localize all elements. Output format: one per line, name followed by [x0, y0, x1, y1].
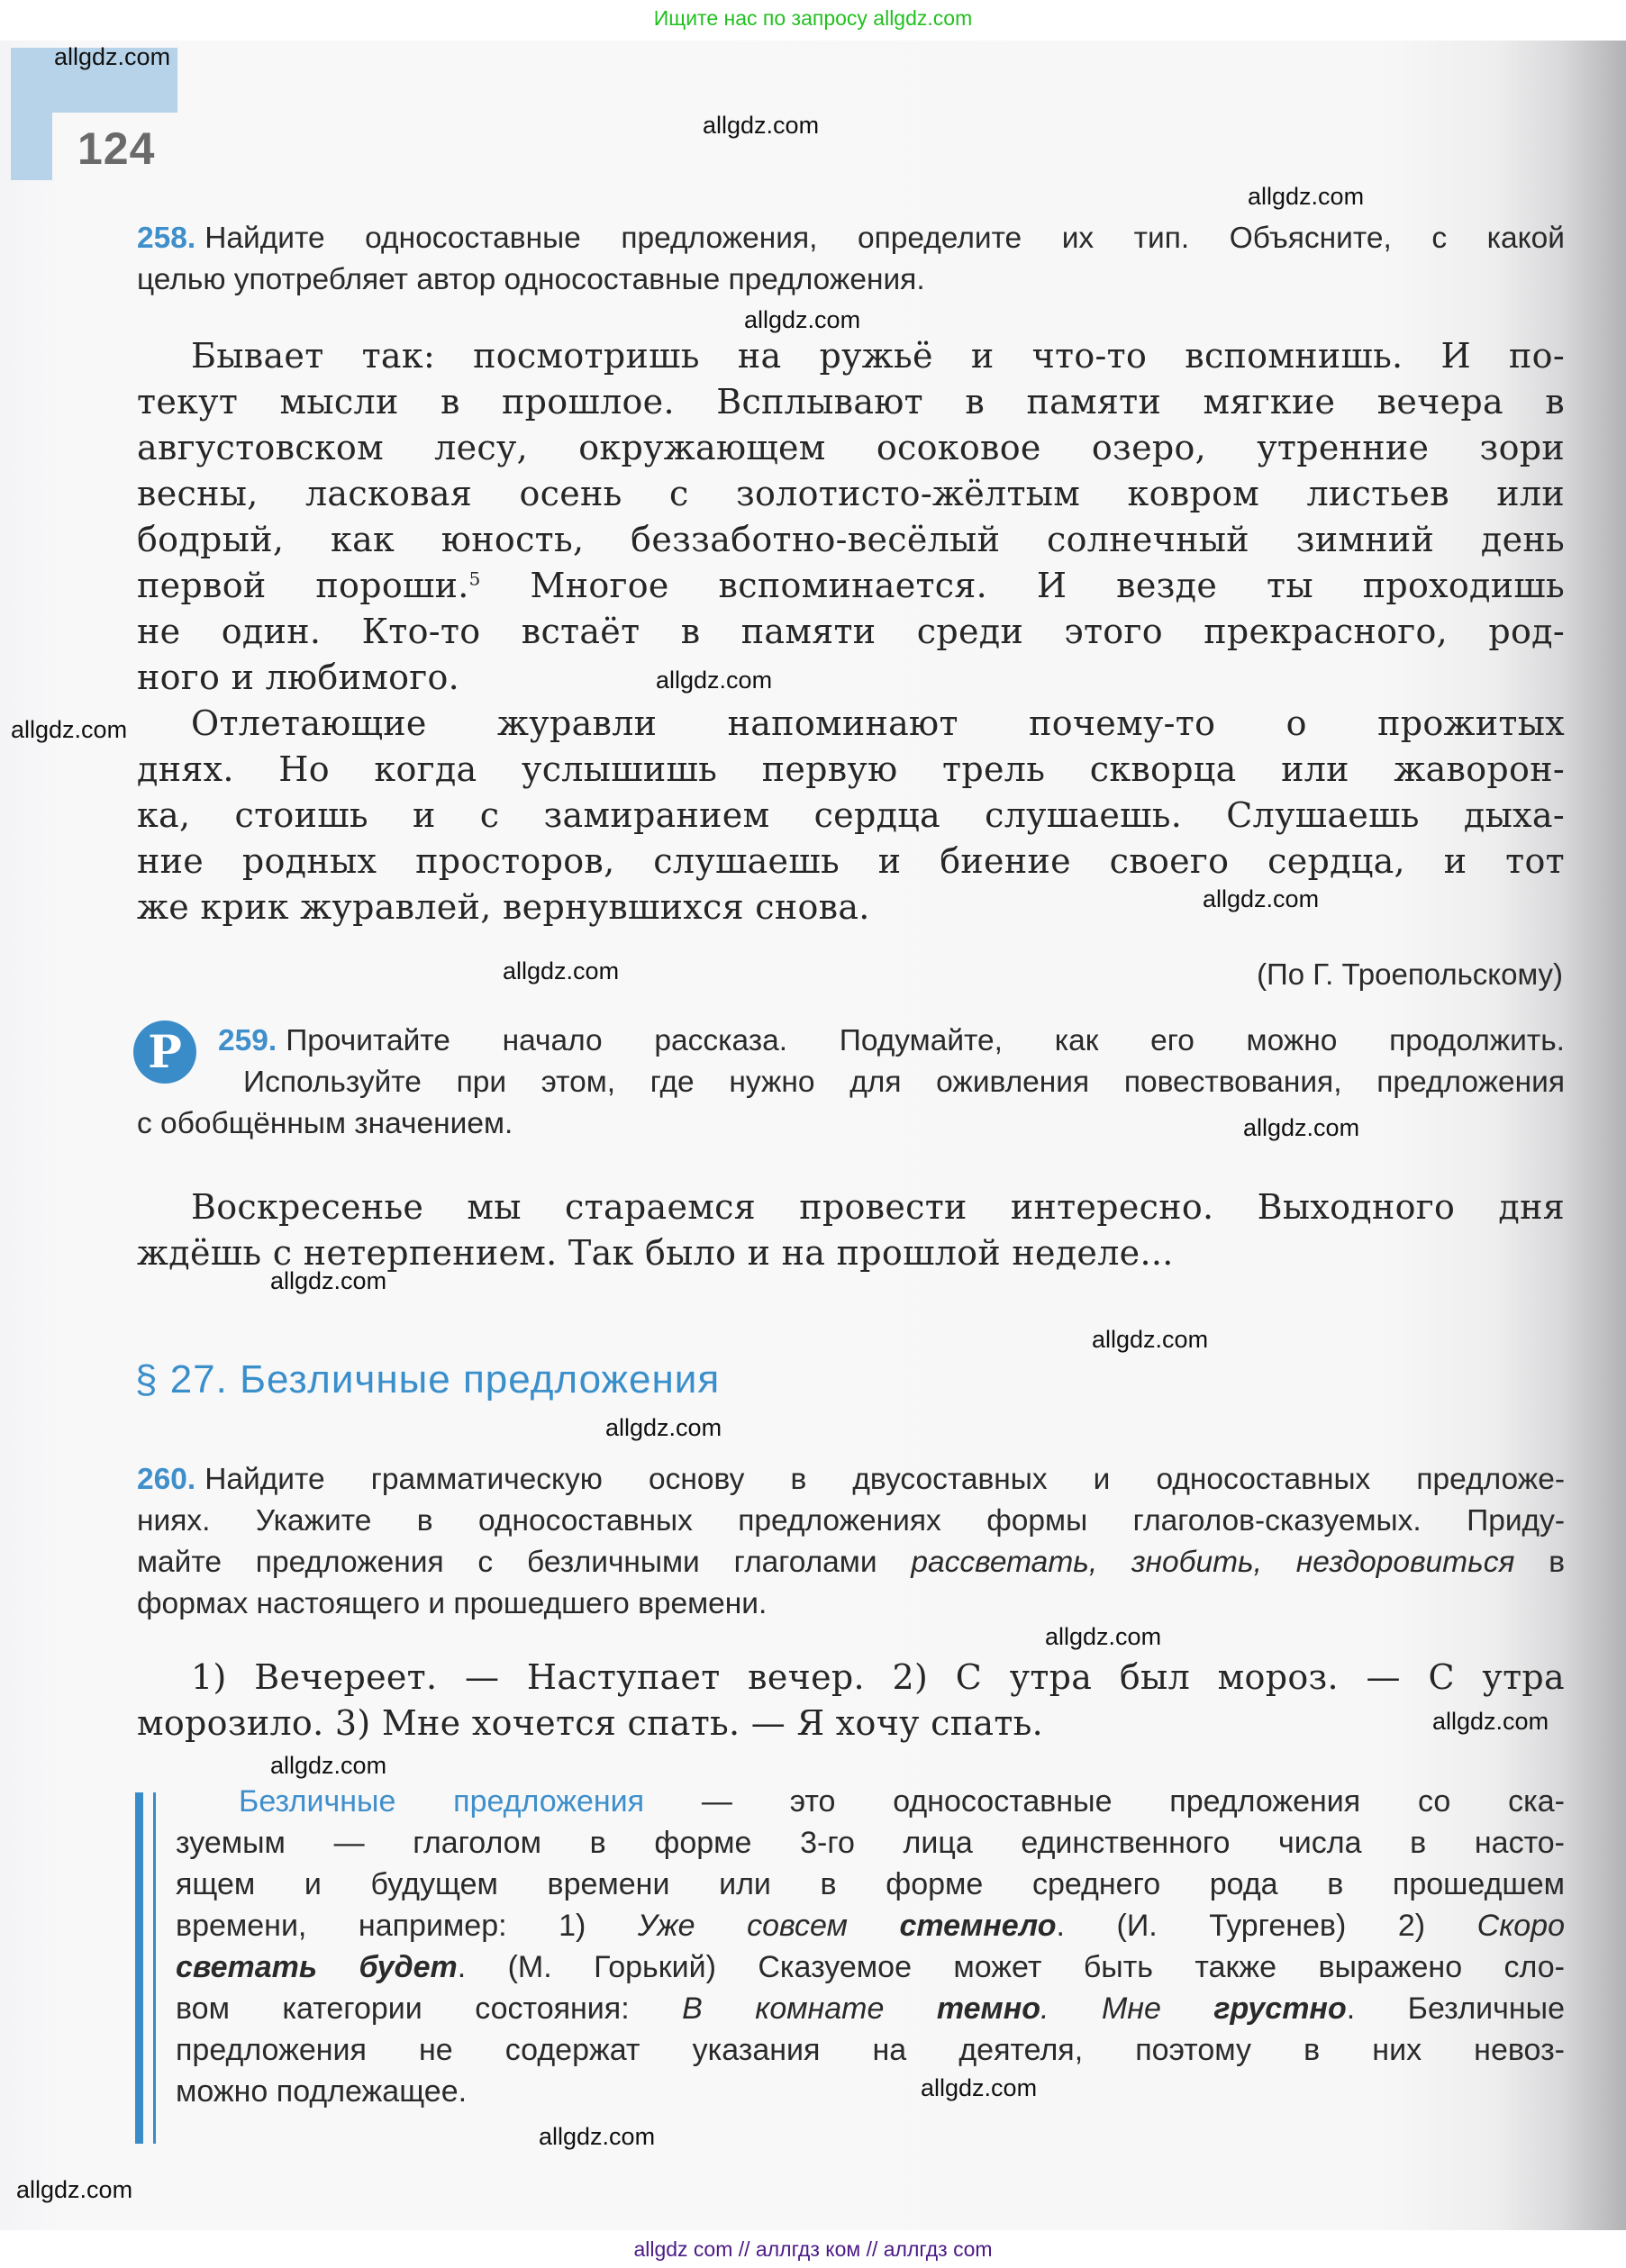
text-line: Бывает так: посмотришь на ружьё и что-то вспомнишь. И по- [191, 336, 1565, 376]
example-verbs: рассветать, знобить, нездоровиться [911, 1546, 1515, 1579]
watermark[interactable]: allgdz.com [503, 957, 620, 984]
watermark[interactable]: allgdz.com [270, 1267, 387, 1294]
text-line: ного и любимого. [137, 658, 460, 697]
example-fragment: Мне [1101, 1991, 1214, 2026]
exercise-258-text [137, 333, 1565, 930]
text-fragment: вом категории состояния: [176, 1991, 683, 2026]
text-fragment: времени, например: 1) [176, 1909, 638, 1943]
top-banner: Ищите нас по запросу allgdz.com [0, 0, 1626, 41]
text-line: ждёшь с нетерпением. Так было и на прошлой неделе... [137, 1233, 1174, 1273]
example-predicate: стемнело [899, 1909, 1057, 1943]
watermark[interactable]: allgdz.com [1045, 1623, 1162, 1650]
page-number: 124 [77, 123, 156, 174]
text-line: августовском лесу, окружающем осоковое озеро, утренние зори [137, 428, 1565, 467]
text-line [137, 563, 1565, 609]
example-predicate: темно [936, 1991, 1041, 2026]
watermark[interactable]: allgdz.com [605, 1414, 722, 1441]
example-fragment: Уже совсем [637, 1909, 900, 1943]
textbook-page [0, 41, 1626, 2230]
text-line: 1) Вечереет. — Наступает вечер. 2) С утра был мороз. — С утра [191, 1657, 1565, 1697]
text-fragment: — это односоставные предложения со ска- [644, 1784, 1565, 1819]
rule-line [176, 1905, 1565, 1946]
rule-bar-decoration [135, 1792, 143, 2144]
task-line: Найдите грамматическую основу в двусоставных и односоставных предложе- [204, 1463, 1565, 1496]
example-fragment: Скоро [1476, 1909, 1565, 1943]
task-line: Прочитайте начало рассказа. Подумайте, как его можно продолжить. [286, 1024, 1565, 1057]
section-heading: § 27. Безличные предложения [135, 1357, 721, 1402]
watermark[interactable]: allgdz.com [539, 2123, 656, 2150]
watermark[interactable]: allgdz.com [703, 112, 820, 139]
text-line: ка, стоишь и с замиранием сердца слушаешь. Слушаешь дыха- [137, 795, 1565, 835]
watermark[interactable]: allgdz.com [1092, 1326, 1209, 1353]
watermark[interactable]: allgdz.com [744, 306, 861, 333]
task-line: Используйте при этом, где нужно для оживления повествования, предложения [243, 1066, 1565, 1099]
text-line: Воскресенье мы стараемся провести интересно. Выходного дня [191, 1187, 1565, 1227]
text-line: морозило. 3) Мне хочется спать. — Я хочу спать. [137, 1703, 1044, 1743]
text-fragment: . [1040, 1991, 1102, 2026]
text-line: же крик журавлей, вернувшихся снова. [137, 887, 870, 927]
footnote-marker[interactable]: 5 [468, 567, 481, 590]
attribution: (По Г. Троепольскому) [1257, 957, 1563, 991]
text-line: ние родных просторов, слушаешь и биение своего сердца, и тот [137, 841, 1565, 881]
exercise-number: 260. [137, 1463, 196, 1496]
watermark[interactable]: allgdz.com [1243, 1114, 1360, 1141]
rule-bar-decoration [153, 1792, 156, 2144]
example-predicate: грустно [1213, 1991, 1347, 2026]
text-fragment: . (И. Тургенев) 2) [1056, 1909, 1477, 1943]
rule-line: ящем и будущем времени или в форме среднего рода в прошедшем [176, 1867, 1565, 1901]
exercise-258-task [137, 218, 1565, 301]
text-line: весны, ласковая осень с золотисто-жёлтым ковром листьев или [137, 474, 1565, 513]
exercise-number: 259. [218, 1024, 277, 1057]
rule-line: предложения не содержат указания на деятеля, поэтому в них невоз- [176, 2033, 1565, 2067]
exercise-259-text [137, 1184, 1565, 1276]
watermark[interactable]: allgdz.com [16, 2176, 133, 2203]
watermark[interactable]: allgdz.com [656, 667, 773, 694]
text-fragment: . (М. Горький) Сказуемое может быть также выражено сло- [457, 1950, 1565, 1984]
text-line: текут мысли в прошлое. Всплывают в памяти мягкие вечера в [137, 382, 1565, 422]
watermark[interactable]: allgdz.com [1248, 183, 1365, 210]
watermark[interactable]: allgdz.com [270, 1752, 387, 1779]
page-tab-side-decoration [11, 113, 52, 180]
watermark[interactable]: allgdz.com [1203, 885, 1320, 912]
text-line: не один. Кто-то встаёт в памяти среди этого прекрасного, род- [137, 612, 1565, 651]
task-line [137, 1542, 1565, 1583]
text-fragment: . Безличные [1346, 1991, 1565, 2026]
text-line: бодрый, как юность, беззаботно-весёлый солнечный зимний день [137, 520, 1565, 559]
rule-line [176, 1946, 1565, 1988]
rule-line: зуемым — глаголом в форме 3-го лица единственного числа в насто- [176, 1826, 1565, 1860]
exercise-260-task [137, 1459, 1565, 1625]
exercise-260-text [137, 1655, 1565, 1746]
task-line: Найдите односоставные предложения, определите их тип. Объясните, с какой [204, 222, 1565, 255]
watermark[interactable]: allgdz.com [1432, 1708, 1549, 1735]
example-fragment: В комнате [682, 1991, 937, 2026]
exercise-number: 258. [137, 222, 196, 255]
task-line: с обобщённым значением. [137, 1107, 513, 1140]
text-line: Отлетающие журавли напоминают почему-то о прожитых [191, 703, 1565, 743]
text-fragment: майте предложения с безличными глаголами [137, 1546, 912, 1579]
watermark[interactable]: allgdz.com [921, 2074, 1038, 2101]
rule-line [176, 1988, 1565, 2029]
text-line: днях. Но когда услышишь первую трель скворца или жаворон- [137, 749, 1565, 789]
watermark[interactable]: allgdz.com [54, 43, 171, 70]
rule-definition [176, 1781, 1565, 2112]
bottom-banner: allgdz com // аллгдз ком // аллгдз com [0, 2230, 1626, 2268]
task-line: формах настоящего и прошедшего времени. [137, 1587, 768, 1620]
task-line: ниях. Укажите в односоставных предложениях формы глаголов-сказуемых. Приду- [137, 1504, 1565, 1538]
task-line: целью употребляет автор односоставные предложения. [137, 263, 925, 296]
rule-term: Безличные предложения [239, 1784, 645, 1819]
speech-development-badge-icon: Р [133, 1021, 196, 1084]
example-predicate: светать будет [176, 1950, 458, 1984]
watermark[interactable]: allgdz.com [11, 716, 128, 743]
text-fragment: в [1514, 1546, 1565, 1579]
rule-line: можно подлежащее. [176, 2074, 468, 2109]
text-fragment: Многое вспоминается. И везде ты проходишь [530, 566, 1565, 605]
text-fragment: первой пороши. [137, 566, 469, 605]
